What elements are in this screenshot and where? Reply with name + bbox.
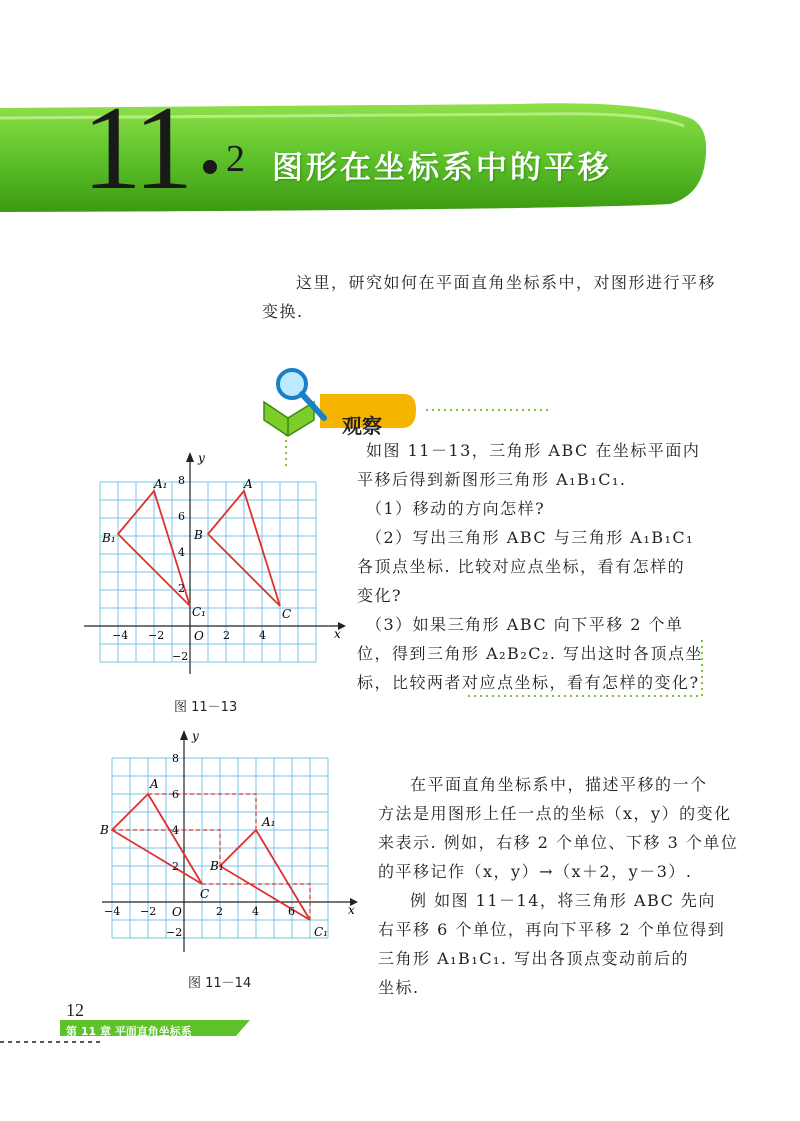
tick-y-2: 2 — [178, 582, 185, 595]
body-line-8: 坐标. — [378, 978, 420, 997]
tick-x-2: 2 — [223, 629, 230, 642]
y-axis-arrow — [186, 452, 194, 462]
triangle-A1B1C1 — [220, 830, 310, 920]
point-B-label: B — [194, 528, 203, 542]
tick-y-8: 8 — [172, 752, 179, 765]
axis-y-label: y — [198, 451, 205, 465]
observe-line-2: 平移后得到新图形三角形 A₁B₁C₁. — [357, 470, 627, 489]
tick-x-neg2: −2 — [140, 905, 157, 918]
observe-label: 观察 — [342, 414, 382, 438]
tick-y-6: 6 — [178, 510, 185, 523]
point-A-label: A — [150, 777, 159, 791]
body-line-4: 的平移记作（x，y）→（x＋2，y－3）. — [378, 862, 693, 881]
y-axis-arrow — [180, 730, 188, 740]
tick-x-4: 4 — [259, 629, 266, 642]
observe-line-5: 各顶点坐标. 比较对应点坐标，看有怎样的 — [357, 557, 686, 576]
tick-y-4: 4 — [178, 546, 185, 559]
body-line-7: 三角形 A₁B₁C₁. 写出各顶点变动前后的 — [378, 949, 690, 968]
page-number: 12 — [66, 1000, 84, 1020]
axis-x-label: x — [334, 627, 341, 641]
axis-x-label: x — [348, 903, 355, 917]
observe-line-4: （2）写出三角形 ABC 与三角形 A₁B₁C₁ — [366, 528, 695, 547]
origin-label: O — [194, 629, 204, 643]
intro-line-2: 变换. — [262, 302, 304, 321]
dashed-guides — [112, 794, 310, 920]
point-B-label: B — [100, 823, 109, 837]
tick-x-neg4: −4 — [112, 629, 129, 642]
chapter-number: 11 — [82, 81, 190, 214]
body-line-6: 右平移 6 个单位，再向下平移 2 个单位得到 — [378, 920, 726, 939]
observe-line-1: 如图 11－13，三角形 ABC 在坐标平面内 — [366, 441, 701, 460]
tick-y-6: 6 — [172, 788, 179, 801]
example-line-1: 例 如图 11－14，将三角形 ABC 先向 — [410, 891, 716, 910]
figure-11-13-caption: 图 11－13 — [174, 700, 238, 715]
tick-x-6: 6 — [288, 905, 295, 918]
figure-11-13 — [80, 448, 350, 678]
observe-line-8: 位，得到三角形 A₂B₂C₂. 写出这时各顶点坐 — [357, 644, 704, 663]
figure-11-14 — [92, 726, 372, 962]
tick-x-neg4: −4 — [104, 905, 121, 918]
figure-11-14-caption: 图 11－14 — [188, 976, 252, 991]
section-number: 2 — [226, 138, 245, 180]
figure-11-13-grid — [100, 482, 316, 662]
tick-y-2: 2 — [172, 860, 179, 873]
origin-label: O — [172, 905, 182, 919]
body-line-2: 方法是用图形上任一点的坐标（x，y）的变化 — [378, 804, 732, 823]
tick-y-neg2: −2 — [166, 926, 183, 939]
intro-line-1: 这里，研究如何在平面直角坐标系中，对图形进行平移 — [296, 273, 717, 292]
point-B1-label: B₁ — [210, 859, 224, 873]
point-C-label: C — [282, 607, 292, 621]
magnifier-book-icon — [264, 370, 324, 436]
observe-line-9: 标，比较两者对应点坐标，看有怎样的变化? — [357, 673, 700, 692]
tick-x-2: 2 — [216, 905, 223, 918]
tick-y-8: 8 — [178, 474, 185, 487]
page-title: 图形在坐标系中的平移 — [272, 150, 612, 186]
observe-line-6: 变化? — [357, 586, 403, 605]
footer-chapter-label: 第 11 章 平面直角坐标系 — [66, 1025, 192, 1038]
point-C1-label: C₁ — [192, 605, 206, 619]
observe-line-3: （1）移动的方向怎样? — [366, 499, 546, 518]
tick-x-neg2: −2 — [148, 629, 165, 642]
tick-x-4: 4 — [252, 905, 259, 918]
observe-line-7: （3）如果三角形 ABC 向下平移 2 个单 — [366, 615, 684, 634]
section-dot — [203, 160, 217, 174]
body-line-3: 来表示. 例如，右移 2 个单位、下移 3 个单位 — [378, 833, 739, 852]
tick-y-neg2: −2 — [172, 650, 189, 663]
point-B1-label: B₁ — [102, 531, 116, 545]
point-A1-label: A₁ — [262, 815, 276, 829]
triangle-ABC — [112, 794, 202, 884]
point-C1-label: C₁ — [314, 925, 328, 939]
point-C-label: C — [200, 887, 210, 901]
point-A-label: A — [244, 477, 253, 491]
axis-y-label: y — [192, 729, 199, 743]
point-A1-label: A₁ — [154, 477, 168, 491]
tick-y-4: 4 — [172, 824, 179, 837]
body-line-1: 在平面直角坐标系中，描述平移的一个 — [410, 775, 708, 794]
